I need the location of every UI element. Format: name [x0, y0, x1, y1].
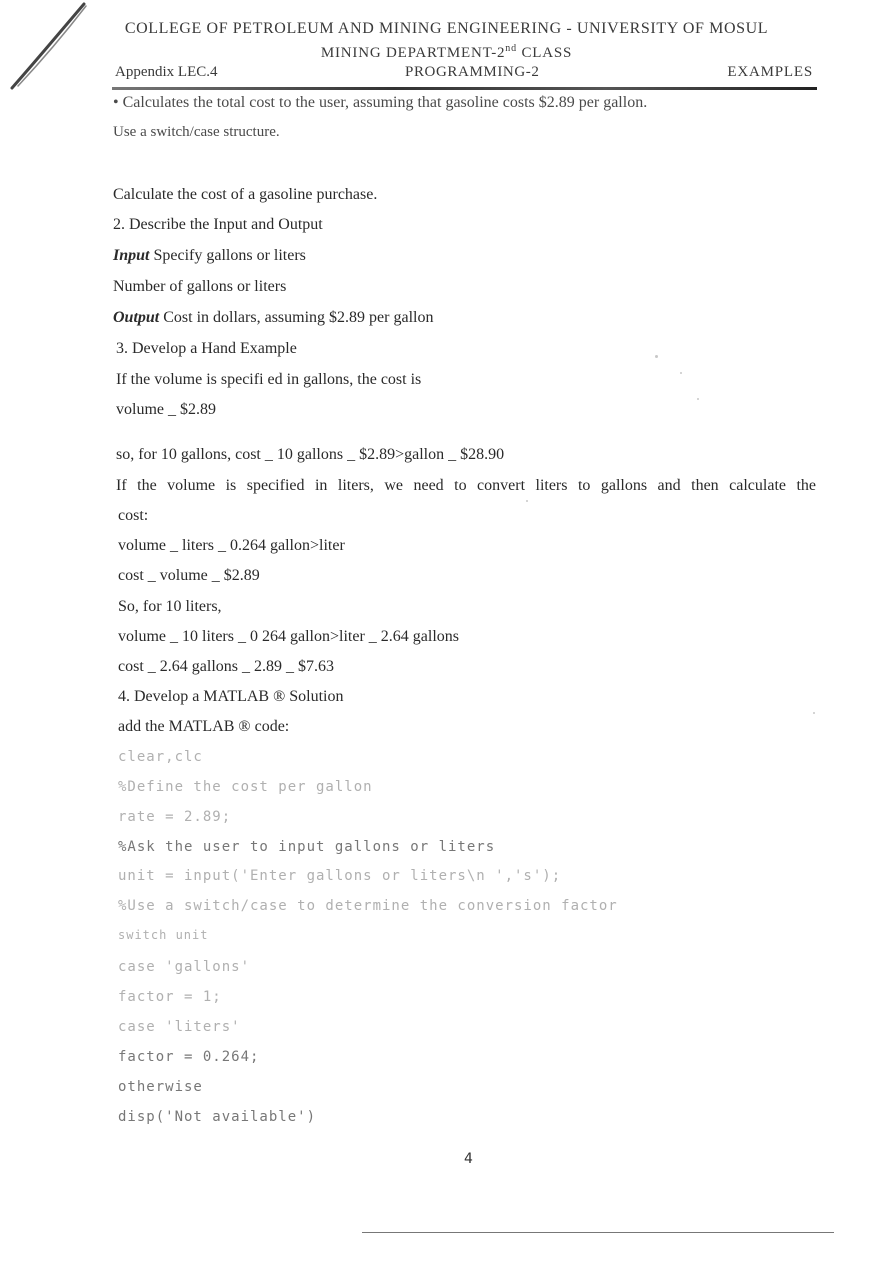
- bullet-line: • Calculates the total cost to the user, assuming that gasoline costs $2.89 per gallon.: [113, 94, 648, 111]
- step-1: Calculate the cost of a gasoline purchase.: [113, 186, 378, 203]
- step-4-heading: 4. Develop a MATLAB ® Solution: [118, 688, 344, 705]
- liters-example-1: volume _ 10 liters _ 0 264 gallon>liter _ 2.64 gallons: [118, 628, 459, 645]
- course-label: PROGRAMMING-2: [405, 64, 540, 80]
- switch-note: Use a switch/case structure.: [113, 124, 280, 140]
- step-3-heading: 3. Develop a Hand Example: [116, 340, 297, 357]
- input-line-2: Number of gallons or liters: [113, 278, 287, 295]
- department-title: MINING DEPARTMENT-2nd CLASS: [320, 43, 573, 61]
- scan-speck: [680, 372, 682, 374]
- code-line: %Define the cost per gallon: [118, 779, 373, 795]
- code-line: %Ask the user to input gallons or liters: [118, 839, 496, 855]
- code-line: factor = 0.264;: [118, 1049, 260, 1065]
- code-line: case 'gallons': [118, 959, 251, 975]
- code-line: clear,clc: [118, 749, 203, 765]
- liters-intro: If the volume is specified in liters, we need to convert liters to gallons and then calculate the: [116, 477, 816, 494]
- scan-speck: [655, 355, 658, 358]
- liters-example-intro: So, for 10 liters,: [118, 598, 222, 615]
- code-line: case 'liters': [118, 1019, 241, 1035]
- input-line: Input Specify gallons or liters: [113, 247, 306, 264]
- gallons-intro: If the volume is specifi ed in gallons, the cost is: [116, 371, 422, 388]
- page-number: 4: [464, 1151, 473, 1167]
- header-divider: [112, 87, 817, 90]
- liters-example-2: cost _ 2.64 gallons _ 2.89 _ $7.63: [118, 658, 334, 675]
- scan-speck: [697, 398, 699, 400]
- output-line: Output Cost in dollars, assuming $2.89 per gallon: [113, 309, 434, 326]
- add-code-line: add the MATLAB ® code:: [118, 718, 290, 735]
- scan-speck: [526, 500, 528, 502]
- scan-speck: [813, 712, 815, 714]
- gallons-example: so, for 10 gallons, cost _ 10 gallons _ $2.89>gallon _ $28.90: [116, 446, 505, 463]
- college-title: COLLEGE OF PETROLEUM AND MINING ENGINEERING - UNIVERSITY OF MOSUL: [124, 20, 769, 37]
- code-line: unit = input('Enter gallons or liters\n ','s');: [118, 868, 562, 884]
- code-line: switch unit: [118, 928, 209, 942]
- code-line: otherwise: [118, 1079, 203, 1095]
- code-line: factor = 1;: [118, 989, 222, 1005]
- header-row: [115, 64, 813, 84]
- appendix-label: Appendix LEC.4: [115, 64, 218, 80]
- liters-intro-end: cost:: [118, 507, 149, 524]
- code-line: disp('Not available'): [118, 1109, 317, 1125]
- footer-divider: [362, 1232, 834, 1233]
- section-label: EXAMPLES: [727, 64, 813, 80]
- liters-formula-2: cost _ volume _ $2.89: [118, 567, 260, 584]
- code-line: %Use a switch/case to determine the conversion factor: [118, 898, 618, 914]
- gallons-formula: volume _ $2.89: [116, 401, 216, 418]
- liters-formula-1: volume _ liters _ 0.264 gallon>liter: [118, 537, 345, 554]
- code-line: rate = 2.89;: [118, 809, 232, 825]
- step-2-heading: 2. Describe the Input and Output: [113, 216, 323, 233]
